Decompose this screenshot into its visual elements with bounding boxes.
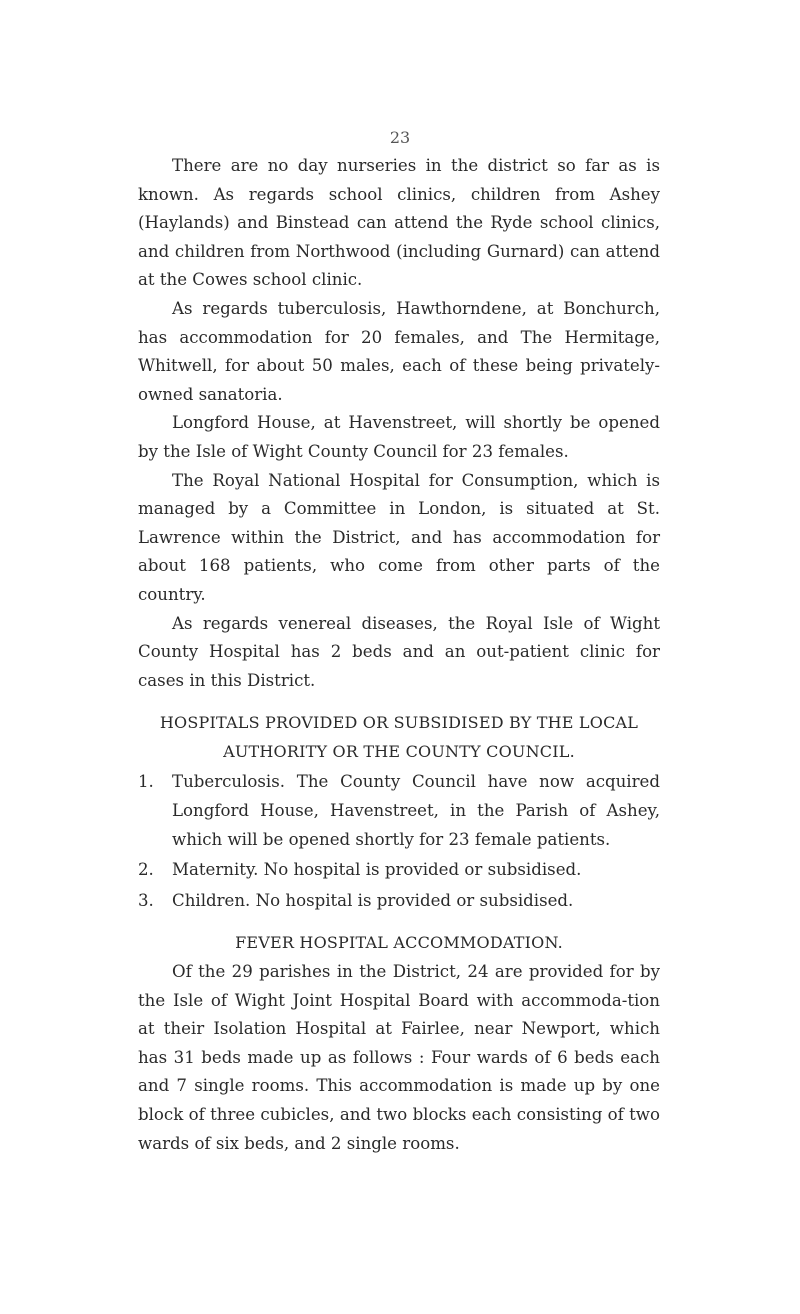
list-item	[138, 887, 660, 916]
heading-fever-hospital: FEVER HOSPITAL ACCOMMODATION.	[235, 933, 563, 953]
list-item-number: 3.	[138, 890, 154, 910]
list-item	[138, 856, 660, 885]
list-item-number: 1.	[138, 772, 154, 792]
paragraph-tuberculosis: As regards tuberculosis, Hawthorndene, at Bonchurch, has accommodation for 20 females, and The Hermitage, Whitwell, for about 50 males, each of these being privately-owned sanatoria.	[138, 298, 660, 404]
hospitals-list	[138, 768, 660, 915]
paragraph-fever-accommodation: Of the 29 parishes in the District, 24 are provided for by the Isle of Wight Joint Hospital Board with accommoda-tion at their Isolation Hospital at Fairlee, near Newport, which has 31 beds made up as follows : Four wards of 6 beds each and 7 single rooms. This accommodation is made up by one block of three cubicles, and two blocks each consisting of two wards of six beds, and 2 single rooms.	[138, 962, 660, 1153]
document-body	[138, 152, 660, 1158]
paragraph-nurseries-clinics: There are no day nurseries in the district so far as is known. As regards school clinics, children from Ashey (Haylands) and Binstead can attend the Ryde school clinics, and children from Northwood (including Gurnard) can attend at the Cowes school clinic.	[138, 156, 660, 290]
heading-hospitals-provided: HOSPITALS PROVIDED OR SUBSIDISED BY THE LOCAL AUTHORITY OR THE COUNTY COUNCIL.	[159, 713, 639, 761]
list-item-text: Maternity. No hospital is provided or subsidised.	[172, 860, 582, 880]
list-item	[138, 768, 660, 854]
paragraph-longford-house: Longford House, at Havenstreet, will shortly be opened by the Isle of Wight County Council for 23 females.	[138, 413, 660, 461]
list-item-text: Children. No hospital is provided or subsidised.	[172, 890, 574, 910]
list-item-text: Tuberculosis. The County Council have now acquired Longford House, Havenstreet, in the Parish of Ashey, which will be opened shortly for 23 female patients.	[172, 772, 660, 849]
page-number: 23	[389, 128, 411, 147]
paragraph-royal-national-hospital: The Royal National Hospital for Consumption, which is managed by a Committee in London, is situated at St. Lawrence within the District, and has accommodation for about 168 patients, who come from other parts of the country.	[138, 470, 660, 604]
list-item-number: 2.	[138, 860, 154, 880]
paragraph-venereal-diseases: As regards venereal diseases, the Royal Isle of Wight County Hospital has 2 beds and an out-patient clinic for cases in this District.	[138, 613, 660, 690]
